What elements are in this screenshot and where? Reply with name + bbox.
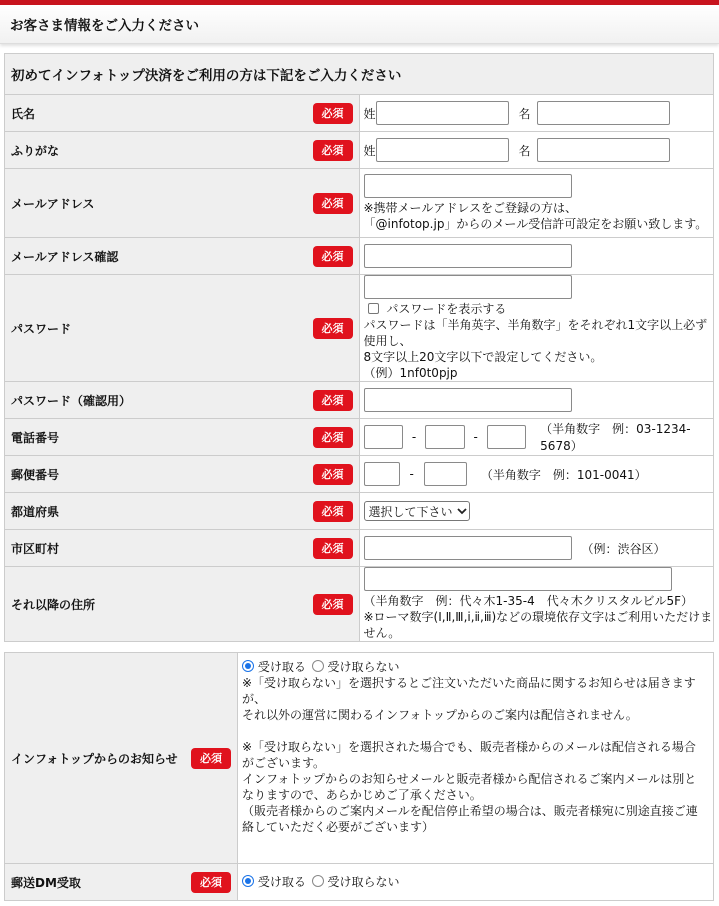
- row-kana: [5, 132, 714, 169]
- required-badge: 必須: [313, 538, 353, 559]
- row-prefecture: [5, 493, 714, 530]
- required-badge: 必須: [313, 318, 353, 339]
- address-label: それ以降の住所: [11, 597, 96, 612]
- required-badge: 必須: [313, 140, 353, 161]
- newsletter-note-line: がございます。: [242, 756, 326, 770]
- phone-separator-1: -: [411, 430, 417, 444]
- newsletter-accept-radio[interactable]: [242, 660, 254, 672]
- dm-decline-radio[interactable]: [312, 875, 324, 887]
- form-caption: 初めてインフォトップ決済をご利用の方は下記をご入力ください: [5, 54, 714, 95]
- row-email-confirm: [5, 238, 714, 275]
- postal-first-input[interactable]: [364, 462, 400, 486]
- newsletter-note-line: （販売者様からのご案内メールを配信停止希望の場合は、販売者様宛に別途直接ご連: [242, 804, 698, 818]
- last-name-input[interactable]: [376, 101, 509, 125]
- newsletter-decline-radio[interactable]: [312, 660, 324, 672]
- row-password-confirm: [5, 382, 714, 419]
- email-note-1: ※携帯メールアドレスをご登録の方は、: [363, 201, 577, 215]
- row-name: [5, 95, 714, 132]
- prefecture-label: 都道府県: [11, 504, 60, 519]
- address-note-2: ※ローマ数字(Ⅰ,Ⅱ,Ⅲ,ⅰ,ⅱ,ⅲ)などの環境依存文字はご利用いただけません。: [363, 610, 713, 640]
- required-badge: 必須: [313, 193, 353, 214]
- row-email: [5, 169, 714, 238]
- required-badge: 必須: [313, 246, 353, 267]
- newsletter-accept-label[interactable]: 受け取る: [257, 660, 306, 674]
- phone-number-input[interactable]: [487, 425, 526, 449]
- required-badge: 必須: [313, 501, 353, 522]
- last-name-kana-prefix: 姓: [363, 143, 376, 158]
- chevron-down-icon: [457, 507, 467, 515]
- phone-label: 電話番号: [11, 430, 60, 445]
- row-city: [5, 530, 714, 567]
- city-input[interactable]: [364, 536, 572, 560]
- postal-label: 郵便番号: [11, 467, 60, 482]
- newsletter-label: インフォトップからのお知らせ: [11, 751, 178, 766]
- notification-settings: [4, 652, 714, 901]
- prefecture-selected-value: 選択して下さい: [368, 504, 453, 519]
- dm-decline-label[interactable]: 受け取らない: [327, 875, 400, 889]
- required-badge: 必須: [191, 748, 231, 769]
- first-name-prefix: 名: [518, 106, 531, 121]
- dm-accept-label[interactable]: 受け取る: [257, 875, 306, 889]
- row-address: [5, 567, 714, 642]
- city-hint: （例：渋谷区）: [581, 541, 666, 556]
- customer-info-form: [4, 53, 714, 642]
- postal-hint: （半角数字 例：101-0041）: [480, 467, 647, 482]
- password-confirm-label: パスワード（確認用）: [11, 393, 132, 408]
- kana-label: ふりがな: [11, 143, 60, 158]
- required-badge: 必須: [191, 872, 231, 893]
- first-name-input[interactable]: [537, 101, 670, 125]
- first-name-kana-input[interactable]: [537, 138, 670, 162]
- newsletter-decline-label[interactable]: 受け取らない: [327, 660, 400, 674]
- newsletter-note-line: それ以外の運営に関わるインフォトップからのご案内は配信されません。: [242, 708, 638, 722]
- newsletter-note-line: ※「受け取らない」を選択された場合でも、販売者様からのメールは配信される場合: [242, 740, 696, 754]
- password-label: パスワード: [11, 321, 72, 336]
- phone-area-input[interactable]: [364, 425, 403, 449]
- dm-label: 郵送DM受取: [11, 875, 81, 890]
- page-header: [0, 0, 719, 44]
- newsletter-note-line: が、: [242, 692, 267, 706]
- required-badge: 必須: [313, 427, 353, 448]
- show-password-checkbox[interactable]: [368, 303, 379, 314]
- newsletter-note-line: インフォトップからのお知らせメールと販売者様から配信されるご案内メールは別と: [242, 772, 697, 786]
- newsletter-note-line: なりますので、あらかじめご了承ください。: [242, 788, 482, 802]
- required-badge: 必須: [313, 390, 353, 411]
- page-title: お客さま情報をご入力ください: [10, 18, 199, 34]
- postal-second-input[interactable]: [424, 462, 467, 486]
- required-badge: 必須: [313, 594, 353, 615]
- prefecture-select[interactable]: [364, 501, 470, 521]
- phone-hint: （半角数字 例：03-1234-5678）: [540, 422, 691, 453]
- required-badge: 必須: [313, 464, 353, 485]
- address-note-1: （半角数字 例：代々木1-35-4 代々木クリスタルビル5F）: [363, 594, 693, 608]
- newsletter-note-line: 絡していただく必要がございます）: [242, 820, 435, 834]
- row-postal: [5, 456, 714, 493]
- email-note-2: 「@infotop.jp」からのメール受信許可設定をお願い致します。: [363, 217, 708, 231]
- password-confirm-input[interactable]: [364, 388, 572, 412]
- required-badge: 必須: [313, 103, 353, 124]
- row-phone: [5, 419, 714, 456]
- phone-separator-2: -: [473, 430, 478, 444]
- newsletter-note-line: [242, 723, 713, 739]
- address-input[interactable]: [364, 567, 672, 591]
- last-name-prefix: 姓: [363, 106, 376, 121]
- city-label: 市区町村: [11, 541, 60, 556]
- password-input[interactable]: [364, 275, 572, 299]
- dm-accept-radio[interactable]: [242, 875, 254, 887]
- email-label: メールアドレス: [11, 196, 95, 211]
- row-dm: [5, 864, 714, 901]
- show-password-label[interactable]: パスワードを表示する: [386, 302, 507, 316]
- email-confirm-input[interactable]: [364, 244, 572, 268]
- postal-separator: -: [409, 467, 414, 481]
- row-password: [5, 275, 714, 382]
- name-label: 氏名: [11, 106, 36, 121]
- email-input[interactable]: [364, 174, 572, 198]
- password-note-2: 8文字以上20文字以下で設定してください。: [363, 350, 603, 364]
- last-name-kana-input[interactable]: [376, 138, 509, 162]
- password-note-3: （例）1nf0t0pjp: [363, 366, 458, 380]
- password-note-1: パスワードは「半角英字、半角数字」をそれぞれ1文字以上必ず使用し、: [363, 318, 708, 348]
- phone-exchange-input[interactable]: [425, 425, 464, 449]
- email-confirm-label: メールアドレス確認: [11, 249, 119, 264]
- newsletter-note-line: ※「受け取らない」を選択するとご注文いただいた商品に関するお知らせは届きます: [242, 676, 696, 690]
- row-newsletter: [5, 653, 714, 864]
- first-name-kana-prefix: 名: [518, 143, 531, 158]
